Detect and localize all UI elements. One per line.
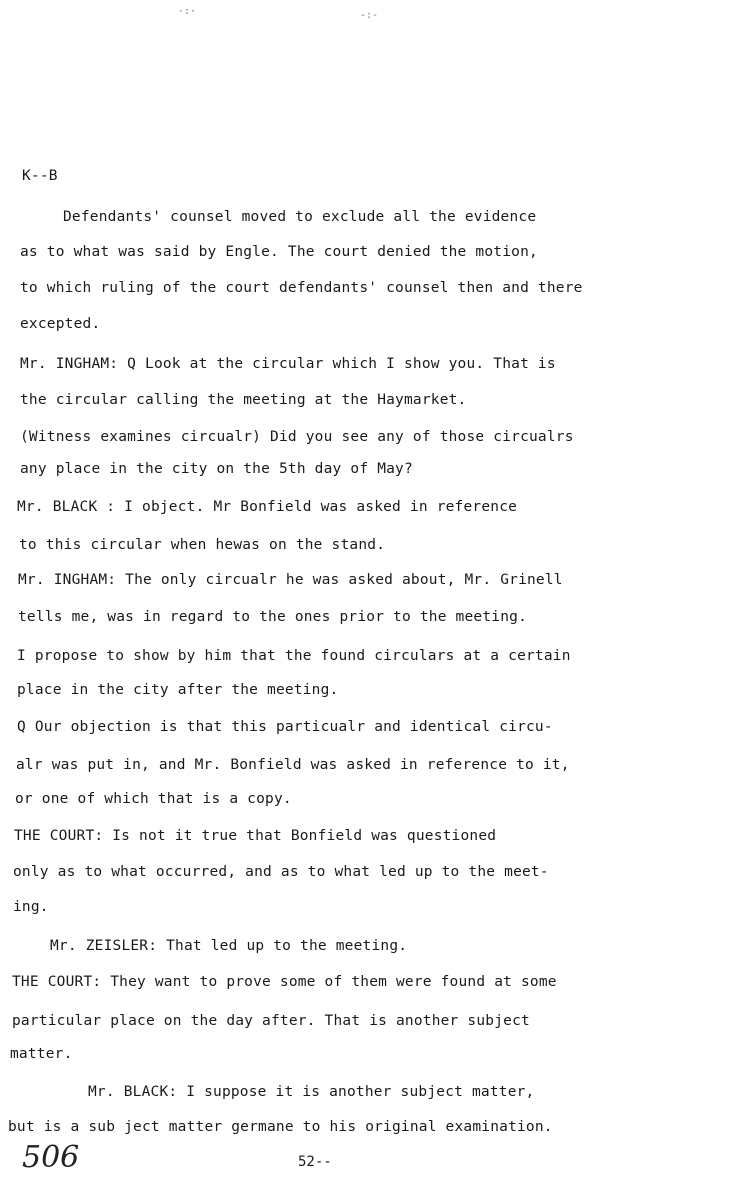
section-marker: K--B: [22, 168, 58, 184]
text-line: only as to what occurred, and as to what led up to the meet-: [13, 864, 549, 880]
scan-mark: -:-: [360, 10, 379, 21]
text-line: to which ruling of the court defendants' counsel then and there: [20, 280, 583, 296]
text-line: I propose to show by him that the found circulars at a certain: [17, 648, 571, 664]
text-line: or one of which that is a copy.: [15, 791, 292, 807]
text-line: alr was put in, and Mr. Bonfield was asked in reference to it,: [16, 757, 570, 773]
text-line: Mr. INGHAM: Q Look at the circular which I show you. That is: [20, 356, 556, 372]
text-line: ing.: [13, 899, 49, 915]
handwritten-page-number: 506: [22, 1140, 80, 1175]
text-line: tells me, was in regard to the ones prior to the meeting.: [18, 609, 527, 625]
text-line: THE COURT: Is not it true that Bonfield was questioned: [14, 828, 497, 844]
text-line: any place in the city on the 5th day of May?: [20, 461, 413, 477]
text-line: Mr. BLACK: I suppose it is another subject matter,: [88, 1084, 535, 1100]
text-line: the circular calling the meeting at the Haymarket.: [20, 392, 467, 408]
page-number: 52--: [298, 1154, 332, 1170]
text-line: Mr. BLACK : I object. Mr Bonfield was asked in reference: [17, 499, 518, 515]
text-line: but is a sub ject matter germane to his original examination.: [8, 1119, 553, 1135]
text-line: Defendants' counsel moved to exclude all the evidence: [63, 209, 537, 225]
text-line: place in the city after the meeting.: [17, 682, 339, 698]
text-line: as to what was said by Engle. The court denied the motion,: [20, 244, 538, 260]
text-line: THE COURT: They want to prove some of them were found at some: [12, 974, 557, 990]
text-line: (Witness examines circualr) Did you see any of those circualrs: [20, 429, 574, 445]
scan-mark: ·:·: [178, 6, 197, 17]
text-line: to this circular when hewas on the stand.: [19, 537, 386, 553]
text-line: Mr. ZEISLER: That led up to the meeting.: [50, 938, 408, 954]
text-line: Mr. INGHAM: The only circualr he was asked about, Mr. Grinell: [18, 572, 563, 588]
text-line: particular place on the day after. That is another subject: [12, 1013, 530, 1029]
text-line: Q Our objection is that this particualr and identical circu-: [17, 719, 553, 735]
text-line: matter.: [10, 1046, 73, 1062]
text-line: excepted.: [20, 316, 101, 332]
